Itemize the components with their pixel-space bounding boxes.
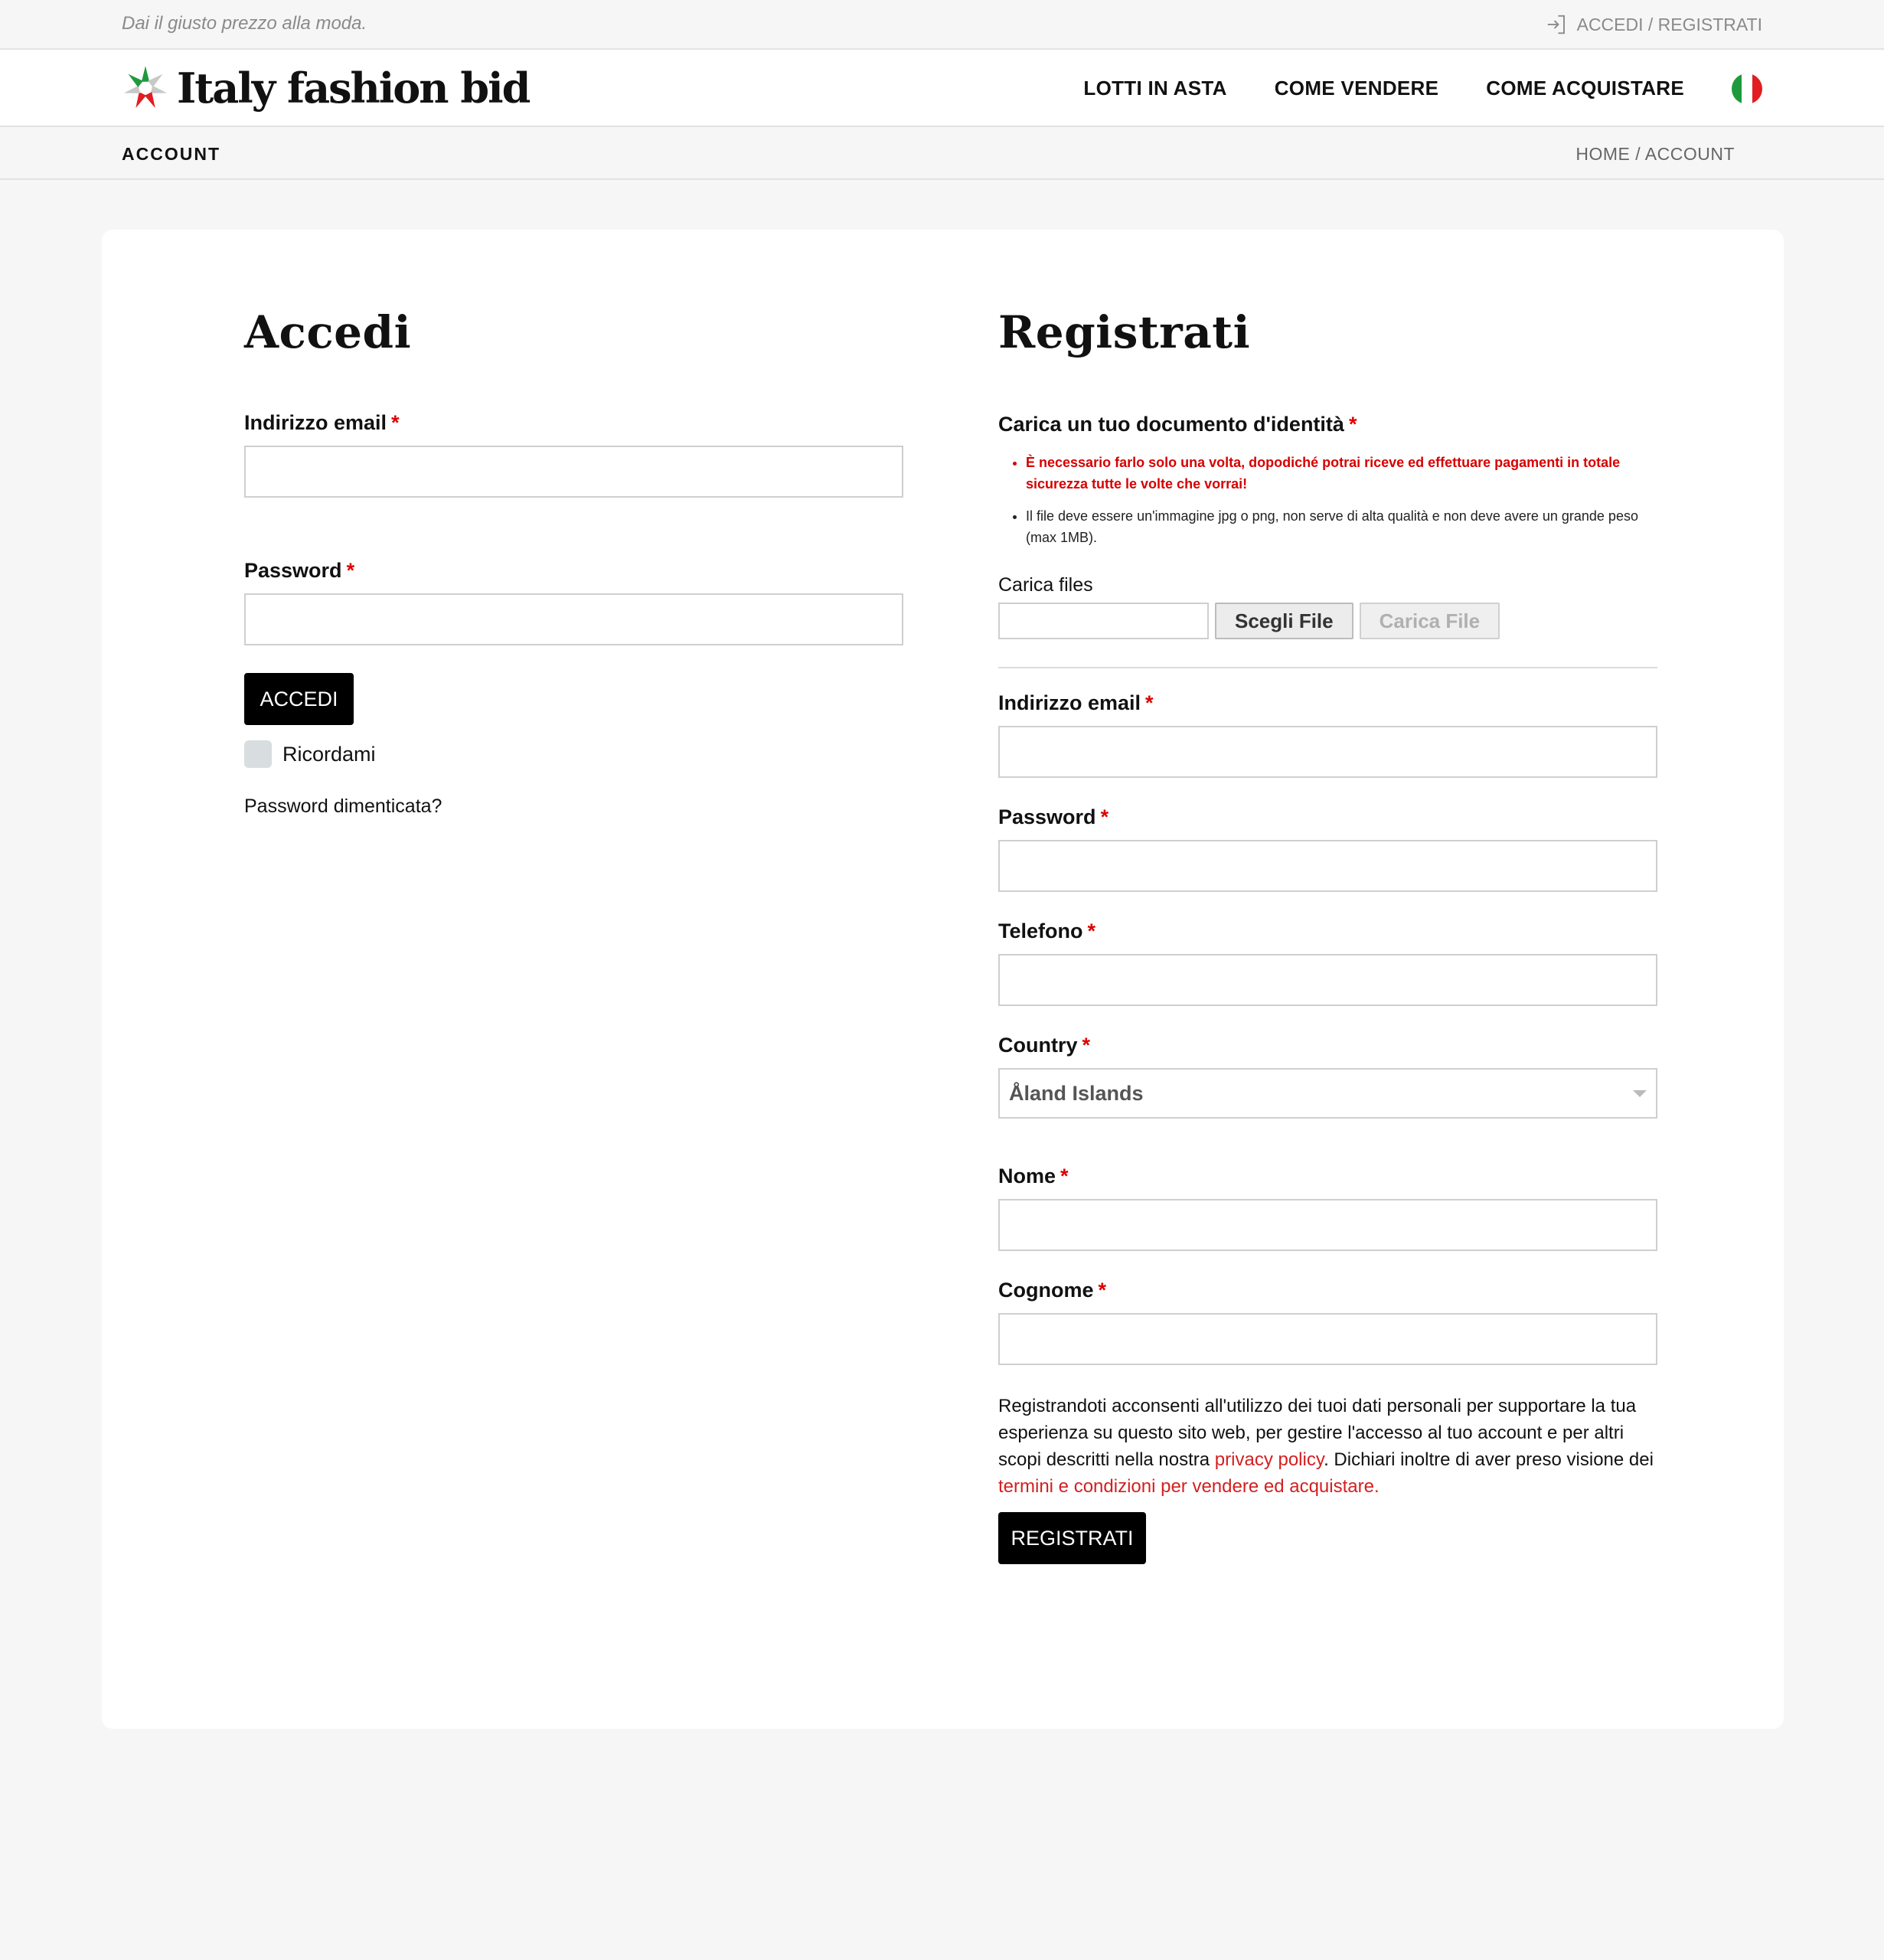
required-mark: *	[1082, 1034, 1091, 1057]
phone-input[interactable]	[998, 954, 1657, 1006]
register-button[interactable]: REGISTRATI	[998, 1512, 1146, 1564]
required-mark: *	[346, 559, 355, 582]
register-password-label: Password *	[998, 805, 1109, 828]
required-mark: *	[1098, 1279, 1107, 1302]
login-icon	[1545, 13, 1568, 36]
chevron-down-icon	[1633, 1090, 1647, 1097]
login-button[interactable]: ACCEDI	[244, 673, 354, 725]
login-password-label: Password *	[244, 559, 355, 582]
remember-me	[244, 740, 903, 768]
login-email-input[interactable]	[244, 446, 903, 498]
document-label: Carica un tuo documento d'identità *	[998, 413, 1357, 436]
consent-text: Registrandoti acconsenti all'utilizzo dei tuoi dati personali per supportare la tua esperienza su questo sito web, per gestire l'accesso al tuo account e per altri scopi descritti nella nostra privacy policy. Dichiari inoltre di aver preso visione dei termini e condizioni per vendere ed acquistare.	[998, 1396, 1654, 1497]
register-email-input[interactable]	[998, 726, 1657, 778]
logo-star-icon	[122, 64, 169, 112]
terms-link[interactable]: termini e condizioni per vendere ed acquistare.	[998, 1476, 1380, 1497]
nav-come-vendere[interactable]: COME VENDERE	[1274, 77, 1439, 100]
login-register-label: ACCEDI / REGISTRATI	[1576, 14, 1762, 34]
upload-file-button[interactable]: Carica File	[1360, 603, 1500, 639]
required-mark: *	[1348, 413, 1357, 436]
remember-checkbox[interactable]	[244, 740, 272, 768]
file-upload-row	[998, 603, 1657, 639]
phone-label: Telefono *	[998, 920, 1096, 942]
breadcrumb-bar	[0, 127, 1884, 180]
country-select[interactable]	[998, 1068, 1657, 1119]
note-plain: • Il file deve essere un'immagine jpg o png, non serve di alta qualità e non deve avere un grande peso (max 1MB).	[1026, 505, 1657, 548]
document-notes	[998, 452, 1657, 548]
files-label: Carica files	[998, 574, 1093, 596]
required-mark: *	[391, 411, 400, 434]
section-divider	[998, 667, 1657, 668]
register-password-input[interactable]	[998, 840, 1657, 892]
name-label: Nome *	[998, 1165, 1069, 1187]
country-selected-value: Åland Islands	[1009, 1081, 1144, 1105]
logo-text: Italy fashion bid	[177, 64, 530, 113]
nav-come-acquistare[interactable]: COME ACQUISTARE	[1486, 77, 1684, 100]
breadcrumb[interactable]: HOME / ACCOUNT	[1575, 144, 1735, 164]
choose-file-button[interactable]: Scegli File	[1215, 603, 1353, 639]
nav-lotti-in-asta[interactable]: LOTTI IN ASTA	[1083, 77, 1227, 100]
file-name-field[interactable]	[998, 603, 1209, 639]
register-section	[998, 306, 1657, 1564]
login-password-input[interactable]	[244, 593, 903, 645]
note-red: • È necessario farlo solo una volta, dopodiché potrai riceve ed effettuare pagamenti in totale sicurezza tutte le volte che vorrai!	[1026, 452, 1657, 495]
surname-label: Cognome *	[998, 1279, 1107, 1302]
main-header	[0, 50, 1884, 127]
top-bar	[0, 0, 1884, 50]
tagline: Dai il giusto prezzo alla moda.	[122, 13, 367, 34]
required-mark: *	[1145, 691, 1154, 714]
login-register-link[interactable]	[1545, 13, 1762, 36]
account-card	[102, 230, 1784, 1729]
surname-input[interactable]	[998, 1313, 1657, 1365]
main-nav	[1083, 50, 1762, 127]
required-mark: *	[1060, 1165, 1069, 1187]
page-title: ACCOUNT	[122, 144, 220, 164]
name-input[interactable]	[998, 1199, 1657, 1251]
login-email-label: Indirizzo email *	[244, 411, 400, 434]
required-mark: *	[1087, 920, 1096, 942]
required-mark: *	[1100, 805, 1109, 828]
remember-label: Ricordami	[282, 742, 376, 766]
italian-flag-icon[interactable]	[1732, 74, 1762, 104]
login-section	[244, 306, 903, 818]
forgot-password-link[interactable]: Password dimenticata?	[244, 795, 442, 817]
register-email-label: Indirizzo email *	[998, 691, 1154, 714]
site-logo[interactable]	[122, 60, 529, 116]
login-title: Accedi	[244, 306, 412, 358]
register-title: Registrati	[998, 306, 1251, 358]
privacy-policy-link[interactable]: privacy policy	[1214, 1449, 1324, 1470]
country-label: Country *	[998, 1034, 1091, 1057]
